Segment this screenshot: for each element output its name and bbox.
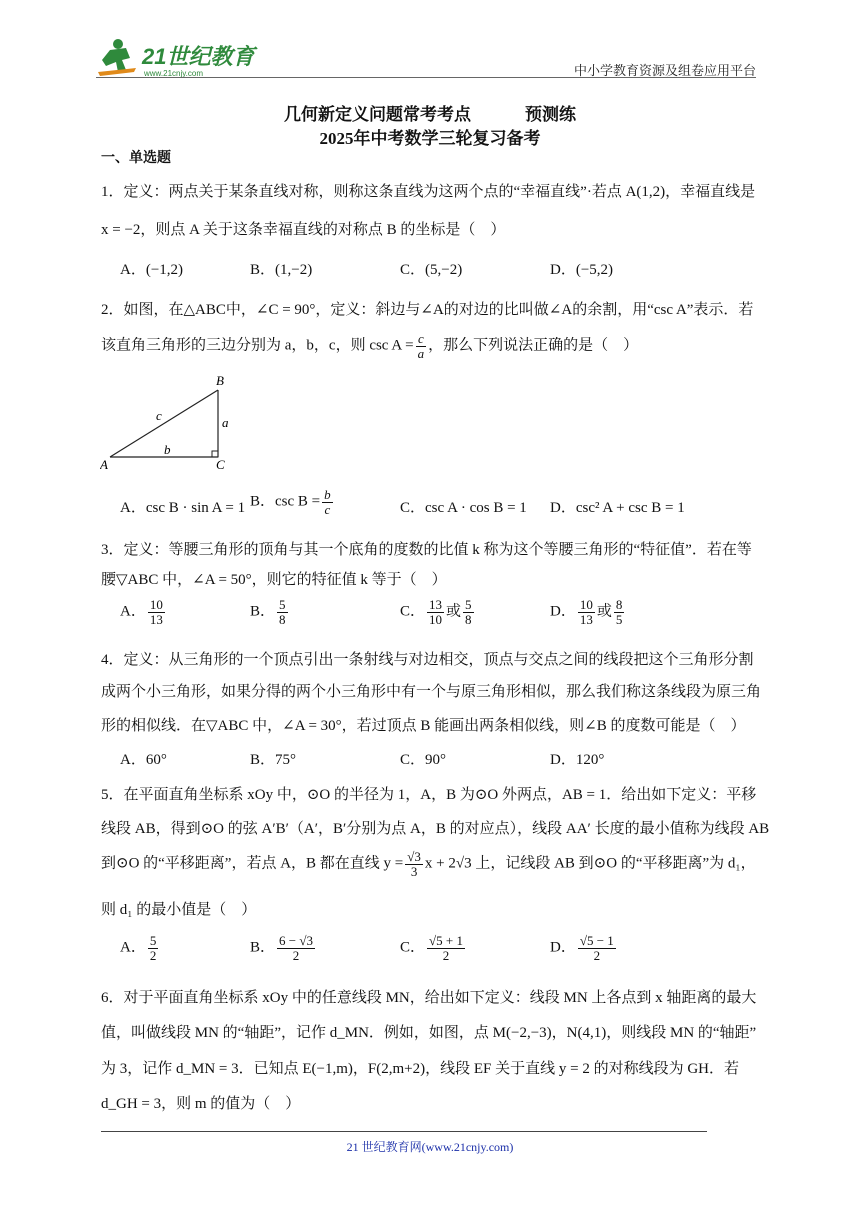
- section-heading: 一、单选题: [101, 151, 171, 166]
- q1-option-c: C．(5,−2): [400, 262, 463, 278]
- q2-line2: 该直角三角形的三边分别为 a，b，c，则 csc A = $\frac{c}{a}$ ，那么下列说法正确的是（ ）: [101, 331, 639, 361]
- q1-option-a: A．(−1,2): [120, 262, 184, 278]
- vertex-b-label: B: [216, 373, 224, 388]
- q3-option-d: D． $\frac{10}{13}$ 或 $\frac{8}{5}$: [550, 597, 623, 627]
- q5-line3: 到⊙O 的“平移距离”，若点 A，B 都在直线 y = $\frac{√3}{3}$ x + 2√3 上，记线段 AB 到⊙O 的“平移距离”为 d₁，: [101, 849, 756, 879]
- q4-option-b: B．75°: [250, 752, 297, 768]
- side-b-label: b: [164, 442, 171, 457]
- q2-line1: 2．如图，在△ABC中，∠C = 90°，定义：斜边与∠A的对边的比叫做∠A的余割，用“csc A”表示．若: [101, 302, 754, 318]
- q1-line1: 1．定义：两点关于某条直线对称，则称这条直线为这两个点的“幸福直线”·若点 A(1,2)，幸福直线是: [101, 184, 756, 200]
- q4-line2: 成两个小三角形，如果分得的两个小三角形中有一个与原三角形相似，那么我们称这条线段为原三角: [101, 684, 762, 700]
- q1-line2: x = −2，则点 A 关于这条幸福直线的对称点 B 的坐标是（ ）: [101, 222, 506, 238]
- svg-text:www.21cnjy.com: www.21cnjy.com: [144, 69, 203, 78]
- q6-line2: 值，叫做线段 MN 的“轴距”，记作 d_MN．例如，如图，点 M(−2,−3)，N(4,1)，则线段 MN 的“轴距”: [101, 1025, 757, 1041]
- q5-option-d: D． $\frac{√5 - 1}{2}$: [550, 933, 614, 963]
- q5-line4: 则 d₁ 的最小值是（ ）: [101, 902, 257, 918]
- footer-divider: [101, 1131, 707, 1132]
- doc-title-line1: 几何新定义问题常考考点 预测练: [284, 105, 576, 124]
- q6-line1: 6．对于平面直角坐标系 xOy 中的任意线段 MN，给出如下定义：线段 MN 上各点到 x 轴距离的最大: [101, 990, 757, 1006]
- q3-line1: 3．定义：等腰三角形的顶角与其一个底角的度数的比值 k 称为这个等腰三角形的“特征值”．若在等: [101, 542, 752, 558]
- triangle-figure: [100, 372, 250, 472]
- svg-text:21世纪教育: 21世纪教育: [142, 44, 255, 69]
- q4-option-a: A．60°: [120, 752, 167, 768]
- q4-line3: 形的相似线．在▽ABC 中，∠A = 30°，若过顶点 B 能画出两条相似线，则∠B 的度数可能是（ ）: [101, 718, 746, 734]
- header-divider: [96, 77, 756, 78]
- doc-title-line2: 2025年中考数学三轮复习备考: [319, 129, 541, 148]
- q2-option-d: D．csc² A + csc B = 1: [550, 500, 685, 516]
- q5-option-a: A． $\frac{5}{2}$: [120, 933, 157, 963]
- header-platform-text: 中小学教育资源及组卷应用平台: [573, 63, 756, 78]
- side-c-label: c: [156, 408, 162, 423]
- q5-line1: 5．在平面直角坐标系 xOy 中，⊙O 的半径为 1，A，B 为⊙O 外两点，AB = 1．给出如下定义：平移: [101, 787, 757, 803]
- q2-option-c: C．csc A · cos B = 1: [400, 500, 527, 516]
- q5-option-c: C． $\frac{√5 + 1}{2}$: [400, 933, 463, 963]
- q2-option-b: B．csc B = $\frac{b}{c}$: [250, 487, 331, 517]
- q2-option-a: A．csc B · sin A = 1: [120, 500, 246, 516]
- q3-option-a: A． $\frac{10}{13}$: [120, 597, 163, 627]
- q5-line2: 线段 AB，得到⊙O 的弦 A′B′（A′，B′分别为点 A，B 的对应点），线段 AA′ 长度的最小值称为线段 AB: [101, 821, 770, 837]
- q1-option-b: B．(1,−2): [250, 262, 313, 278]
- site-logo: [96, 36, 266, 80]
- q3-line2: 腰▽ABC 中，∠A = 50°，则它的特征值 k 等于（ ）: [101, 572, 447, 588]
- footer-text: 21 世纪教育网(www.21cnjy.com): [346, 1140, 514, 1154]
- q3-option-c: C． $\frac{13}{10}$ 或 $\frac{5}{8}$: [400, 597, 472, 627]
- q4-option-c: C．90°: [400, 752, 447, 768]
- q5-option-b: B． $\frac{6 - √3}{2}$: [250, 933, 313, 963]
- q4-option-d: D．120°: [550, 752, 605, 768]
- q6-line3: 为 3，记作 d_MN = 3．已知点 E(−1,m)，F(2,m+2)，线段 EF 关于直线 y = 2 的对称线段为 GH．若: [101, 1061, 740, 1077]
- q3-option-b: B． $\frac{5}{8}$: [250, 597, 286, 627]
- q6-line4: d_GH = 3，则 m 的值为（ ）: [101, 1096, 301, 1112]
- q4-line1: 4．定义：从三角形的一个顶点引出一条射线与对边相交，顶点与交点之间的线段把这个三角形分割: [101, 652, 754, 668]
- vertex-a-label: A: [100, 457, 108, 472]
- side-a-label: a: [222, 415, 229, 430]
- vertex-c-label: C: [216, 457, 225, 472]
- q1-option-d: D．(−5,2): [550, 262, 614, 278]
